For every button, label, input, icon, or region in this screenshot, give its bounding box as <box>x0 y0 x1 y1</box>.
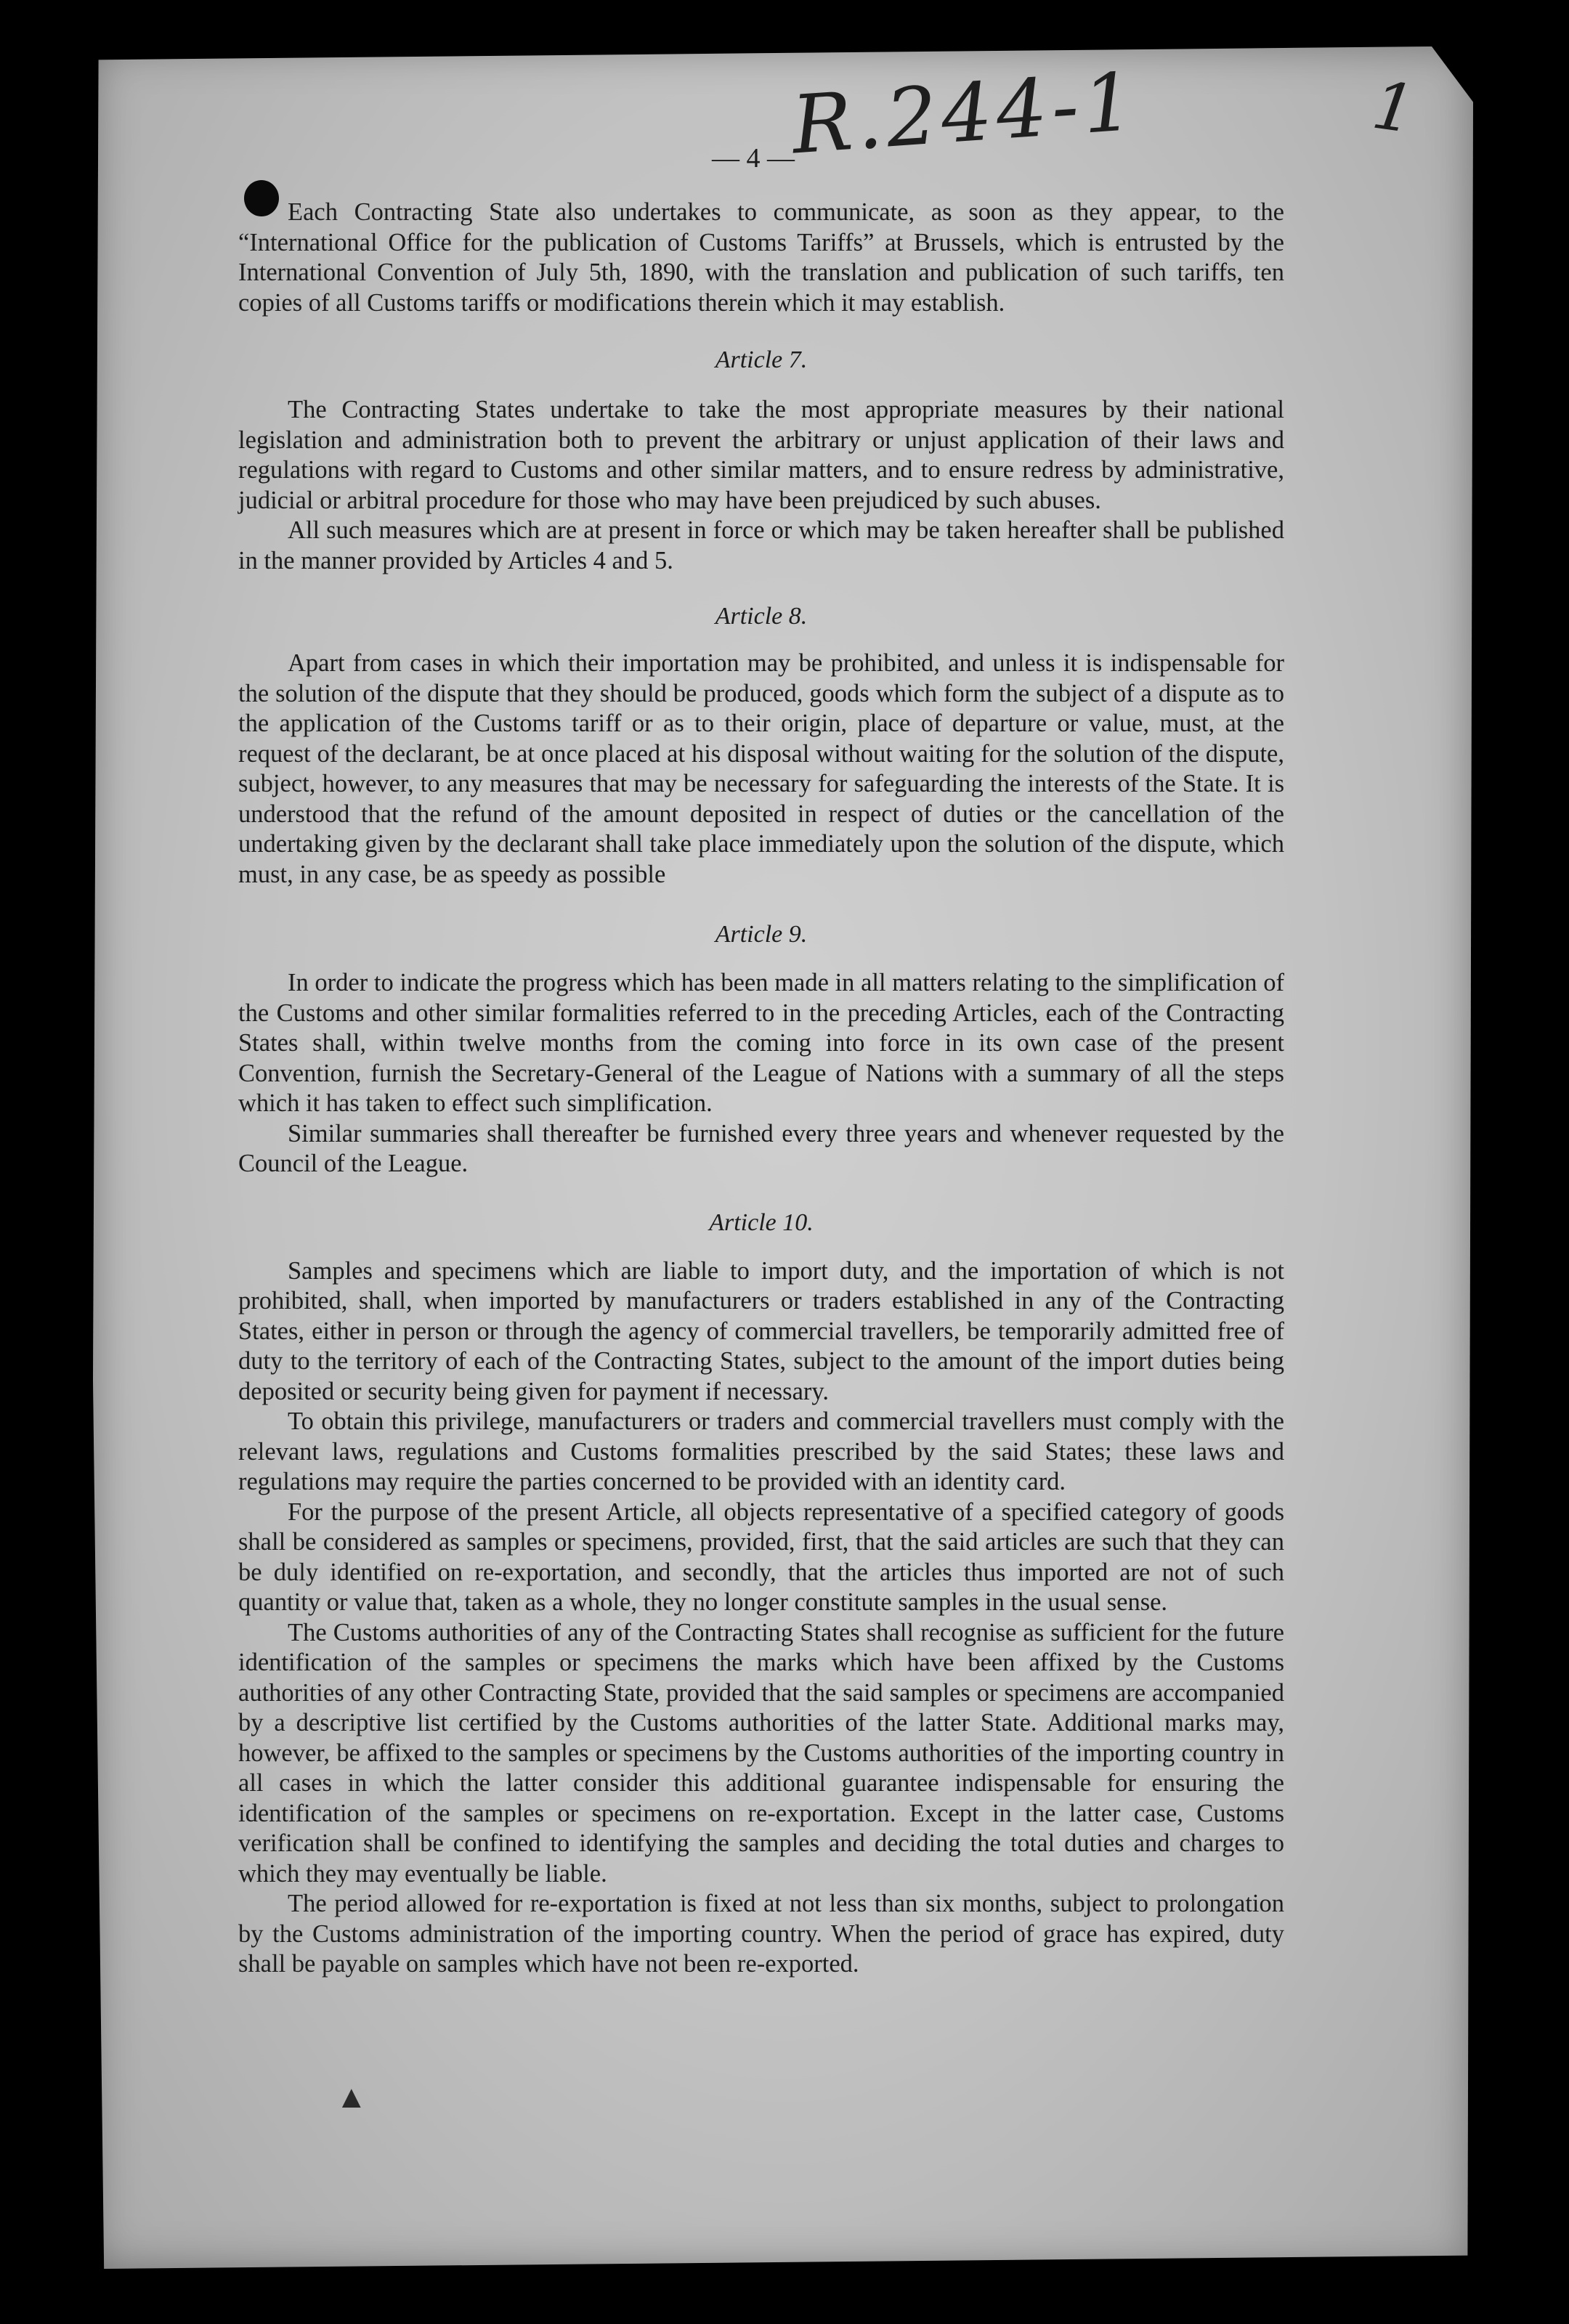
handwritten-page-mark: 1 <box>1367 67 1420 149</box>
article-7-paragraph: The Contracting States undertake to take the most appropriate measures by their national legislation and administration both to prevent the arbitrary or unjust application of their laws and regulations with regard to Customs and other similar matters, and to ensure redress by administrative, judicial or arbitral procedure for those who may have been prejudiced by such abuses. <box>238 396 1284 514</box>
caret-mark-icon: ▲ <box>336 2079 368 2115</box>
article-7-paragraph: All such measures which are at present in force or which may be taken hereafter shall be published in the manner provided by Articles 4 and 5. <box>238 516 1284 574</box>
article-9-heading: Article 9. <box>715 921 808 948</box>
article-8-heading: Article 8. <box>715 603 808 630</box>
article-9-paragraph: Similar summaries shall thereafter be furnished every three years and whenever requested by the Council of the League. <box>238 1119 1284 1177</box>
handwritten-reference: R.244-1 <box>789 54 1141 172</box>
article-10-paragraph: The period allowed for re-exportation is fixed at not less than six months, subject to prolongation by the Customs administration of the importing country. When the period of grace has expired, duty shall be payable on samples which have not been re-exported. <box>238 1890 1284 1978</box>
article-10-heading: Article 10. <box>709 1208 814 1236</box>
article-8-paragraph: Apart from cases in which their importation may be prohibited, and unless it is indispensable for the solution of the dispute that they should be produced, goods which form the subject of a dispute as to the application of the Customs tariff or as to their origin, place of departure or value, must, at the request of the declarant, be at once placed at his disposal without waiting for the solution of the dispute, subject, however, to any measures that may be necessary for safeguarding the interests of the State. It is understood that the refund of the amount deposited in respect of duties or the cancellation of the undertaking given by the declarant shall take place immediately upon the solution of the dispute, which must, in any case, be as speedy as possible <box>238 649 1284 888</box>
document-body <box>238 198 1284 1980</box>
article-7-heading: Article 7. <box>715 346 808 373</box>
article-10-paragraph: To obtain this privilege, manufacturers or traders and commercial travellers must comply with the relevant laws, regulations and Customs formalities prescribed by the said States; these laws and regulations may require the parties concerned to be provided with an identity card. <box>238 1407 1284 1495</box>
article-10-paragraph: The Customs authorities of any of the Contracting States shall recognise as sufficient for the future identification of the samples or specimens the marks which have been affixed by the Customs authorities of any other Contracting State, provided that the said samples or specimens are accompanied by a descriptive list certified by the Customs authorities of the latter State. Additional marks may, however, be affixed to the samples or specimens by the Customs authorities of the importing country in all cases in which the latter consider this additional guarantee indispensable for ensuring the identification of the samples or specimens on re-exportation. Except in the latter case, Customs verification shall be confined to identifying the samples and deciding the total duties and charges to which they may eventually be liable. <box>238 1618 1284 1888</box>
page-number: — 4 — <box>712 143 795 174</box>
intro-paragraph: Each Contracting State also undertakes to communicate, as soon as they appear, to the “International Office for the publication of Customs Tariffs” at Brussels, which is entrusted by the International Convention of July 5th, 1890, with the translation and publication of such tariffs, ten copies of all Customs tariffs or modifications therein which it may establish. <box>238 198 1284 317</box>
article-10-paragraph: Samples and specimens which are liable to import duty, and the importation of which is not prohibited, shall, when imported by manufacturers or traders established in any of the Contracting States, either in person or through the agency of commercial travellers, be temporarily admitted free of duty to the territory of each of the Contracting States, subject to the amount of the import duties being deposited or security being given for payment if necessary. <box>238 1256 1284 1405</box>
article-9-paragraph: In order to indicate the progress which has been made in all matters relating to the simplification of the Customs and other similar formalities referred to in the preceding Articles, each of the Contracting States shall, within twelve months from the coming into force in its own case of the present Convention, furnish the Secretary-General of the League of Nations with a summary of all the steps which it has taken to effect such simplification. <box>238 969 1284 1117</box>
article-10-paragraph: For the purpose of the present Article, all objects representative of a specified category of goods shall be considered as samples or specimens, provided, first, that the said articles are such that they can be duly identified on re-exportation, and secondly, that the articles thus imported are not of such quantity or value that, taken as a whole, they no longer constitute samples in the usual sense. <box>238 1498 1284 1616</box>
